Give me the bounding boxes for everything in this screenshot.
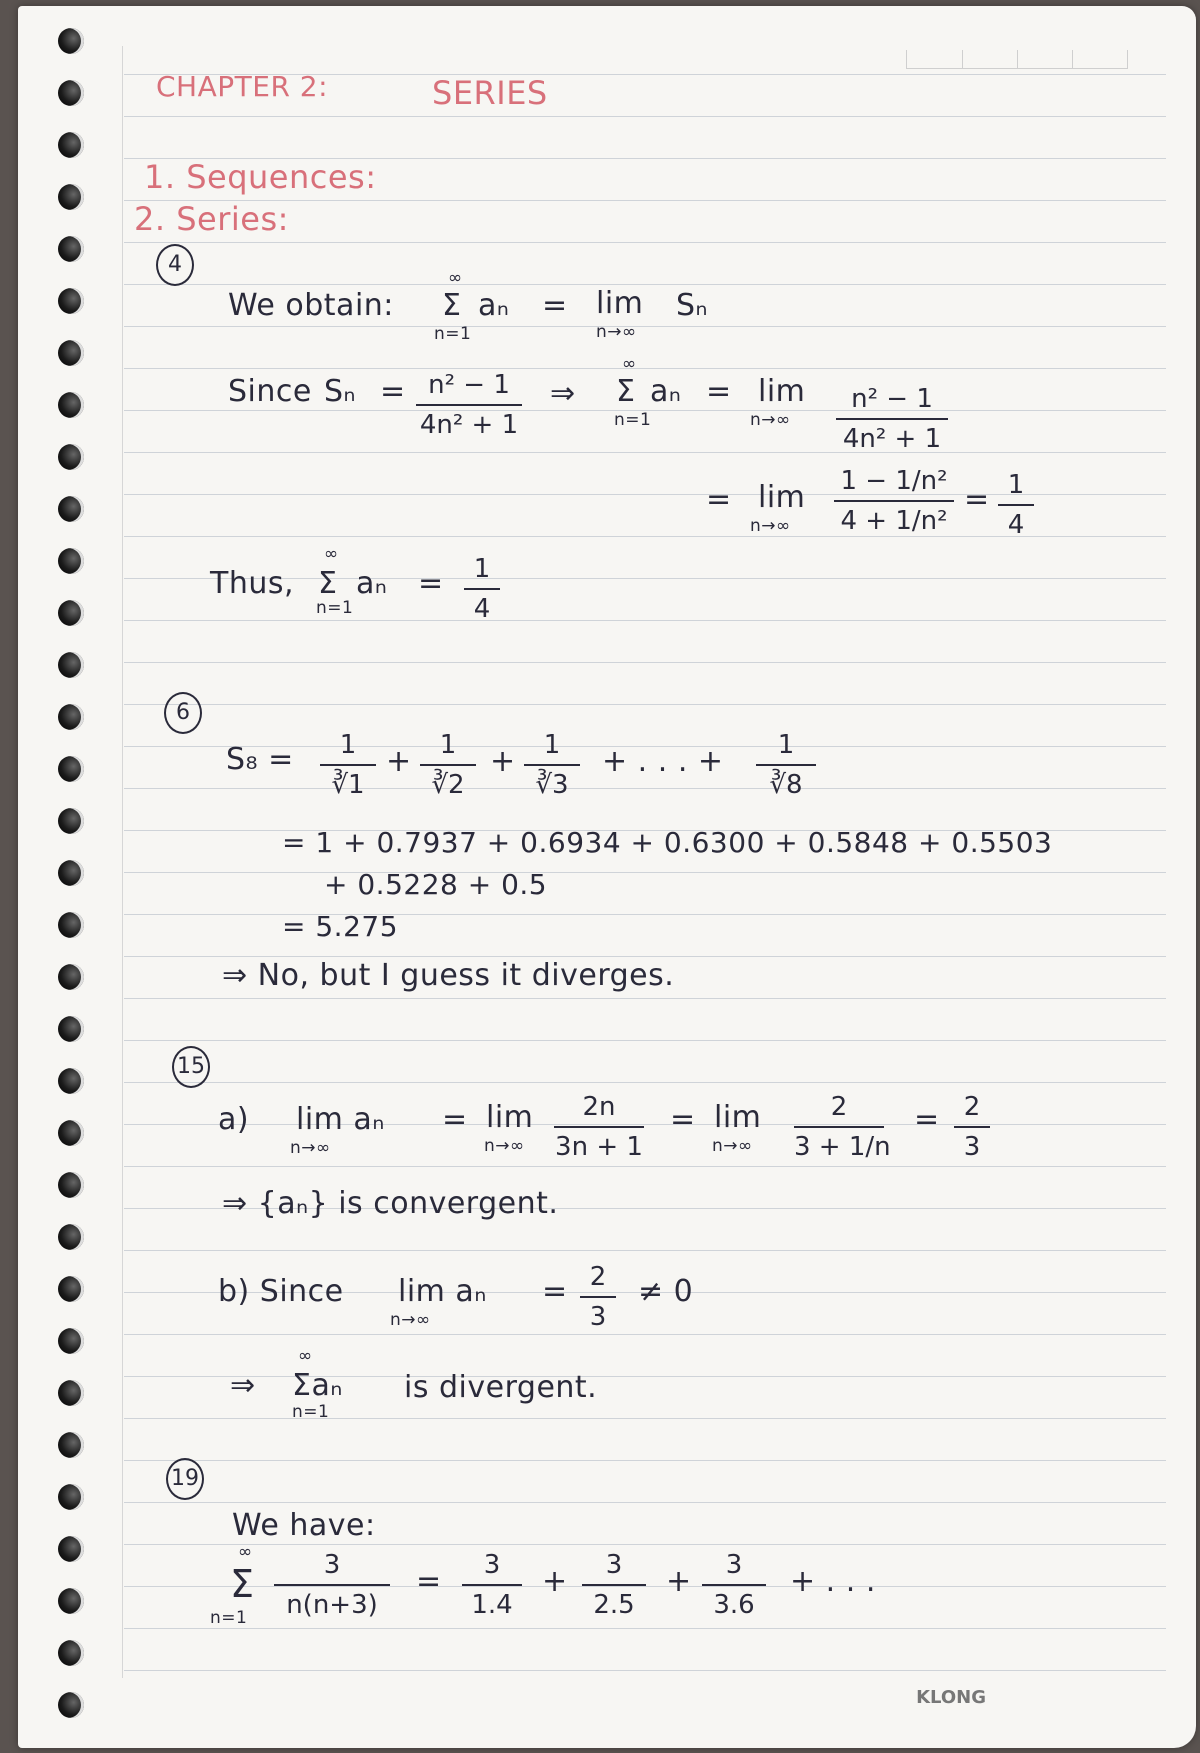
spiral-ring <box>58 1640 84 1666</box>
numerator: 1 <box>543 730 561 760</box>
sigma-symbol: Σ <box>230 1562 255 1606</box>
ruled-line <box>124 1670 1166 1671</box>
fraction-bar <box>580 1296 616 1298</box>
spiral-ring <box>58 1328 84 1354</box>
text-we-have: We have: <box>232 1508 376 1543</box>
spiral-ring <box>58 548 84 574</box>
fraction-bar <box>702 1584 766 1586</box>
term-an: aₙ <box>478 288 510 323</box>
ruled-line <box>124 284 1166 285</box>
spiral-ring <box>58 1536 84 1562</box>
spiral-ring <box>58 808 84 834</box>
numerator: 2 <box>589 1262 607 1292</box>
fraction-an <box>554 1092 644 1162</box>
ruled-line <box>124 788 1166 789</box>
denominator: 3n + 1 <box>555 1132 643 1162</box>
ruled-line <box>124 1334 1166 1335</box>
spiral-ring <box>58 912 84 938</box>
fraction-sn <box>416 370 522 440</box>
spiral-ring <box>58 340 84 366</box>
lim-subscript: n→∞ <box>290 1138 331 1158</box>
fraction-bar <box>274 1584 390 1586</box>
sum-lower-limit: n=1 <box>434 324 472 344</box>
numerator: n² − 1 <box>851 384 933 414</box>
numerator: 1 <box>339 730 357 760</box>
numerator: 2 <box>830 1092 848 1122</box>
fraction-bar <box>554 1126 644 1128</box>
fraction-result <box>954 1092 990 1162</box>
sum-lower-limit: n=1 <box>292 1402 330 1422</box>
ruled-line <box>124 620 1166 621</box>
fraction-bar <box>836 418 948 420</box>
denominator: 4 <box>1007 510 1025 540</box>
numerator: 1 <box>1007 470 1025 500</box>
denominator: n(n+3) <box>286 1590 378 1620</box>
ruled-line <box>124 368 1166 369</box>
margin-line <box>122 46 123 1678</box>
equals-sign: = <box>542 288 568 323</box>
denominator: 2.5 <box>593 1590 635 1620</box>
numerator: 2n <box>582 1092 616 1122</box>
divergent-text: is divergent. <box>404 1370 598 1405</box>
ruled-line <box>124 1082 1166 1083</box>
spiral-ring <box>58 1692 84 1718</box>
ruled-line <box>124 242 1166 243</box>
plus-sign: + <box>542 1564 568 1599</box>
convergent-statement: ⇒ {aₙ} is convergent. <box>222 1186 559 1221</box>
numerator: 1 <box>777 730 795 760</box>
sigma-symbol: Σ <box>318 566 338 601</box>
denominator: 4 <box>473 594 491 624</box>
lim-an: lim aₙ <box>296 1102 385 1137</box>
implies-arrow: ⇒ <box>230 1368 256 1403</box>
plus-sign: + <box>386 744 412 779</box>
fraction-term <box>756 730 816 800</box>
ruled-line <box>124 1166 1166 1167</box>
fraction-bar <box>834 500 954 502</box>
ruled-line <box>124 956 1166 957</box>
fraction-bar <box>582 1584 646 1586</box>
term-sn: Sₙ <box>676 288 708 323</box>
denominator: ∛8 <box>769 770 803 800</box>
denominator: 3 + 1/n <box>794 1132 891 1162</box>
sum-upper-limit: ∞ <box>324 544 339 564</box>
lim-subscript: n→∞ <box>390 1310 431 1330</box>
denominator: ∛1 <box>331 770 365 800</box>
spiral-ring <box>58 28 84 54</box>
fraction-result <box>464 554 500 624</box>
sum-upper-limit: ∞ <box>298 1346 313 1366</box>
equals-sign: = <box>670 1102 696 1137</box>
numerator: n² − 1 <box>428 370 510 400</box>
spiral-ring <box>58 704 84 730</box>
ruled-line <box>124 704 1166 705</box>
spiral-ring <box>58 1224 84 1250</box>
denominator: 4 + 1/n² <box>840 506 948 536</box>
spiral-ring <box>58 80 84 106</box>
numerator: 3 <box>483 1550 501 1580</box>
lim-subscript: n→∞ <box>750 516 791 536</box>
lim-an: lim aₙ <box>398 1274 487 1309</box>
fraction-bar <box>320 764 376 766</box>
problem-number: 19 <box>166 1458 204 1500</box>
ruled-line <box>124 452 1166 453</box>
spiral-ring <box>58 1380 84 1406</box>
sum-upper-limit: ∞ <box>448 268 463 288</box>
ruled-line <box>124 1502 1166 1503</box>
fraction-bar <box>464 588 500 590</box>
sum-lower-limit: n=1 <box>316 598 354 618</box>
spiral-ring <box>58 496 84 522</box>
denominator: 4n² + 1 <box>842 424 942 454</box>
lim-subscript: n→∞ <box>750 410 791 430</box>
spiral-ring <box>58 756 84 782</box>
numerator: 3 <box>725 1550 743 1580</box>
ruled-line <box>124 1544 1166 1545</box>
fraction-result <box>580 1262 616 1332</box>
spiral-ring <box>58 860 84 886</box>
spiral-ring <box>58 288 84 314</box>
fraction-term <box>320 730 376 800</box>
spiral-ring <box>58 444 84 470</box>
numerator: 3 <box>323 1550 341 1580</box>
notebook-page <box>18 6 1196 1748</box>
ruled-line <box>124 326 1166 327</box>
ellipsis-plus: + . . . + <box>602 744 724 779</box>
term-sn: Sₙ <box>324 374 356 409</box>
problem-number: 4 <box>156 244 194 286</box>
sum-upper-limit: ∞ <box>622 354 637 374</box>
lim-operator: lim <box>758 374 806 409</box>
spiral-ring <box>58 1432 84 1458</box>
lim-operator: lim <box>596 286 644 321</box>
part-a-label: a) <box>218 1102 250 1137</box>
fraction-bar <box>524 764 580 766</box>
equals-sign: = <box>542 1274 568 1309</box>
spiral-ring <box>58 652 84 678</box>
lim-operator: lim <box>486 1100 534 1135</box>
fraction-bar <box>756 764 816 766</box>
denominator: 3 <box>963 1132 981 1162</box>
numerator: 1 <box>439 730 457 760</box>
numerator: 3 <box>605 1550 623 1580</box>
sum-values-continued: + 0.5228 + 0.5 <box>324 868 548 901</box>
equals-sign: = <box>442 1102 468 1137</box>
denominator: 3.6 <box>713 1590 755 1620</box>
spiral-ring <box>58 184 84 210</box>
spiral-ring <box>58 1016 84 1042</box>
lim-subscript: n→∞ <box>484 1136 525 1156</box>
lim-subscript: n→∞ <box>712 1136 753 1156</box>
toc-item-series: 2. Series: <box>134 200 289 238</box>
conclusion-text: ⇒ No, but I guess it diverges. <box>222 958 675 993</box>
numerator: 1 <box>473 554 491 584</box>
fraction-divided <box>834 466 954 536</box>
text-we-obtain: We obtain: <box>228 288 394 323</box>
sum-result: = 5.275 <box>282 910 399 943</box>
ruled-line <box>124 1124 1166 1125</box>
chapter-title: SERIES <box>432 74 548 112</box>
brand-logo: KLONG <box>916 1687 986 1708</box>
fraction-bar <box>420 764 476 766</box>
spiral-ring <box>58 1068 84 1094</box>
part-b-label: b) Since <box>218 1274 344 1309</box>
denominator: 1.4 <box>471 1590 513 1620</box>
implies-arrow: ⇒ <box>550 376 576 411</box>
ruled-line <box>124 662 1166 663</box>
equals-sign: = <box>706 374 732 409</box>
equals-sign: = <box>418 566 444 601</box>
fraction-bar <box>794 1126 884 1128</box>
term-an: aₙ <box>650 374 682 409</box>
denominator: 4n² + 1 <box>419 410 519 440</box>
numerator: 1 − 1/n² <box>840 466 948 496</box>
denominator: ∛3 <box>535 770 569 800</box>
lim-operator: lim <box>758 480 806 515</box>
ruled-line <box>124 1376 1166 1377</box>
sigma-symbol: Σ <box>442 288 462 323</box>
spiral-ring <box>58 600 84 626</box>
sigma-symbol: Σ <box>616 374 636 409</box>
not-equal-zero: ≠ 0 <box>638 1274 694 1309</box>
spiral-ring <box>58 1276 84 1302</box>
ruled-line <box>124 1250 1166 1251</box>
denominator: 3 <box>589 1302 607 1332</box>
fraction-bar <box>998 504 1034 506</box>
ruled-line <box>124 998 1166 999</box>
fraction-term <box>420 730 476 800</box>
plus-sign: + <box>666 1564 692 1599</box>
term-an: aₙ <box>356 566 388 601</box>
plus-sign: + <box>490 744 516 779</box>
fraction-limit <box>836 384 948 454</box>
ruled-line <box>124 914 1166 915</box>
toc-item-sequences: 1. Sequences: <box>144 158 377 196</box>
denominator: ∛2 <box>431 770 465 800</box>
fraction-divided <box>794 1092 891 1162</box>
fraction-bar <box>954 1126 990 1128</box>
equals-sign: = <box>964 482 990 517</box>
ruled-line <box>124 872 1166 873</box>
ellipsis-plus: + . . . <box>790 1564 876 1599</box>
spiral-ring <box>58 392 84 418</box>
spiral-ring <box>58 1120 84 1146</box>
fraction-term <box>702 1550 766 1620</box>
text-since: Since <box>228 374 312 409</box>
equals-sign: = <box>380 374 406 409</box>
spiral-ring <box>58 236 84 262</box>
equals-sign: = <box>706 482 732 517</box>
spiral-ring <box>58 1588 84 1614</box>
ruled-line <box>124 1460 1166 1461</box>
equals-sign: = <box>416 1564 442 1599</box>
lim-operator: lim <box>714 1100 762 1135</box>
problem-number: 15 <box>172 1046 210 1088</box>
fraction-bar <box>462 1584 522 1586</box>
fraction-term <box>524 730 580 800</box>
spiral-ring <box>58 1484 84 1510</box>
sum-values-line: = 1 + 0.7937 + 0.6934 + 0.6300 + 0.5848 + 0.5503 <box>282 826 1053 859</box>
fraction-result <box>998 470 1034 540</box>
sum-lower-limit: n=1 <box>614 410 652 430</box>
date-boxes <box>906 50 1128 69</box>
text-thus: Thus, <box>210 566 295 601</box>
lim-subscript: n→∞ <box>596 322 637 342</box>
ruled-line <box>124 1040 1166 1041</box>
ruled-line <box>124 1418 1166 1419</box>
fraction-general-term <box>274 1550 390 1620</box>
numerator: 2 <box>963 1092 981 1122</box>
s8-label: S₈ = <box>226 742 294 777</box>
chapter-label: CHAPTER 2: <box>156 70 329 103</box>
fraction-term <box>582 1550 646 1620</box>
sum-upper-limit: ∞ <box>238 1542 253 1562</box>
fraction-bar <box>416 404 522 406</box>
sum-lower-limit: n=1 <box>210 1608 248 1628</box>
equals-sign: = <box>914 1102 940 1137</box>
problem-number: 6 <box>164 692 202 734</box>
ruled-line <box>124 1628 1166 1629</box>
fraction-term <box>462 1550 522 1620</box>
divergent-sum: Σaₙ <box>292 1368 343 1403</box>
spiral-ring <box>58 1172 84 1198</box>
spiral-ring <box>58 964 84 990</box>
ruled-line <box>124 116 1166 117</box>
spiral-ring <box>58 132 84 158</box>
